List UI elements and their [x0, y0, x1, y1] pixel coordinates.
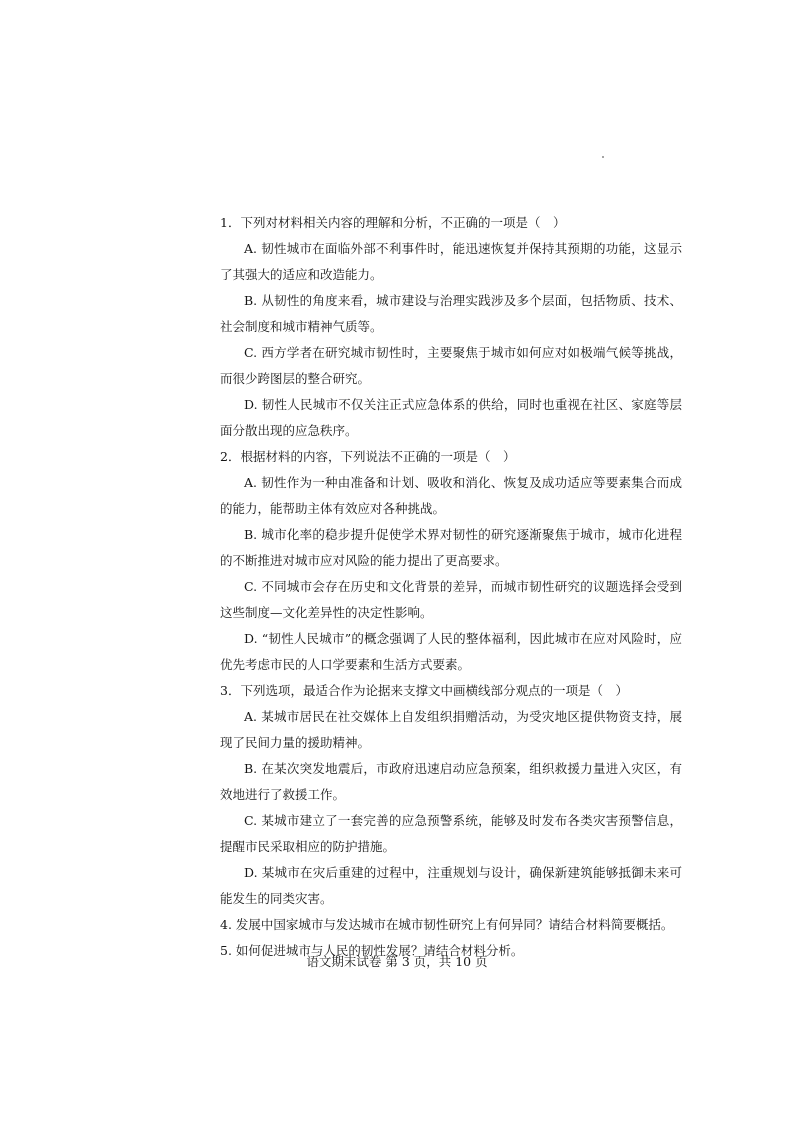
question-4: [220, 912, 682, 938]
question-stem: 1．下列对材料相关内容的理解和分析，不正确的一项是（ ）: [220, 215, 566, 230]
option-a: A. 韧性作为一种由准备和计划、吸收和消化、恢复及成功适应等要素集合而成的能力，能帮助主体有效应对各种挑战。: [220, 475, 682, 516]
question-3: [220, 678, 682, 912]
question-stem: 3．下列选项，最适合作为论据来支撑文中画横线部分观点的一项是（ ）: [220, 683, 628, 698]
option-d: D. “韧性人民城市”的概念强调了人民的整体福利，因此城市在应对风险时，应优先考虑市民的人口学要素和生活方式要素。: [220, 631, 682, 672]
option-a: A. 韧性城市在面临外部不利事件时，能迅速恢复并保持其预期的功能，这显示了其强大的适应和改造能力。: [220, 241, 682, 282]
question-1: [220, 210, 682, 444]
option-d: D. 韧性人民城市不仅关注正式应急体系的供给，同时也重视在社区、家庭等层面分散出现的应急秩序。: [220, 397, 682, 438]
option-d: D. 某城市在灾后重建的过程中，注重规划与设计，确保新建筑能够抵御未来可能发生的同类灾害。: [220, 865, 682, 906]
question-stem: 5. 如何促进城市与人民的韧性发展？请结合材料分析。: [220, 943, 524, 958]
option-b: B. 从韧性的角度来看，城市建设与治理实践涉及多个层面，包括物质、技术、社会制度和城市精神气质等。: [220, 293, 682, 334]
question-2: [220, 444, 682, 678]
option-c: C. 西方学者在研究城市韧性时，主要聚焦于城市如何应对如极端气候等挑战，而很少跨图层的整合研究。: [220, 345, 682, 386]
question-stem: 2．根据材料的内容，下列说法不正确的一项是（ ）: [220, 449, 516, 464]
option-c: C. 某城市建立了一套完善的应急预警系统，能够及时发布各类灾害预警信息，提醒市民采取相应的防护措施。: [220, 813, 682, 854]
question-stem: 4. 发展中国家城市与发达城市在城市韧性研究上有何异同？请结合材料简要概括。: [220, 917, 674, 932]
option-b: B. 在某次突发地震后，市政府迅速启动应急预案，组织救援力量进入灾区，有效地进行了救援工作。: [220, 761, 682, 802]
option-c: C. 不同城市会存在历史和文化背景的差异，而城市韧性研究的议题选择会受到这些制度—文化差异性的决定性影响。: [220, 579, 682, 620]
page-footer: 语文期末试卷 第 3 页，共 10 页: [306, 954, 488, 969]
option-b: B. 城市化率的稳步提升促使学术界对韧性的研究逐渐聚焦于城市，城市化进程的不断推进对城市应对风险的能力提出了更高要求。: [220, 527, 682, 568]
option-a: A. 某城市居民在社交媒体上自发组织捐赠活动，为受灾地区提供物资支持，展现了民间力量的援助精神。: [220, 709, 682, 750]
scan-speck: [602, 156, 604, 158]
question-list: [220, 210, 682, 964]
